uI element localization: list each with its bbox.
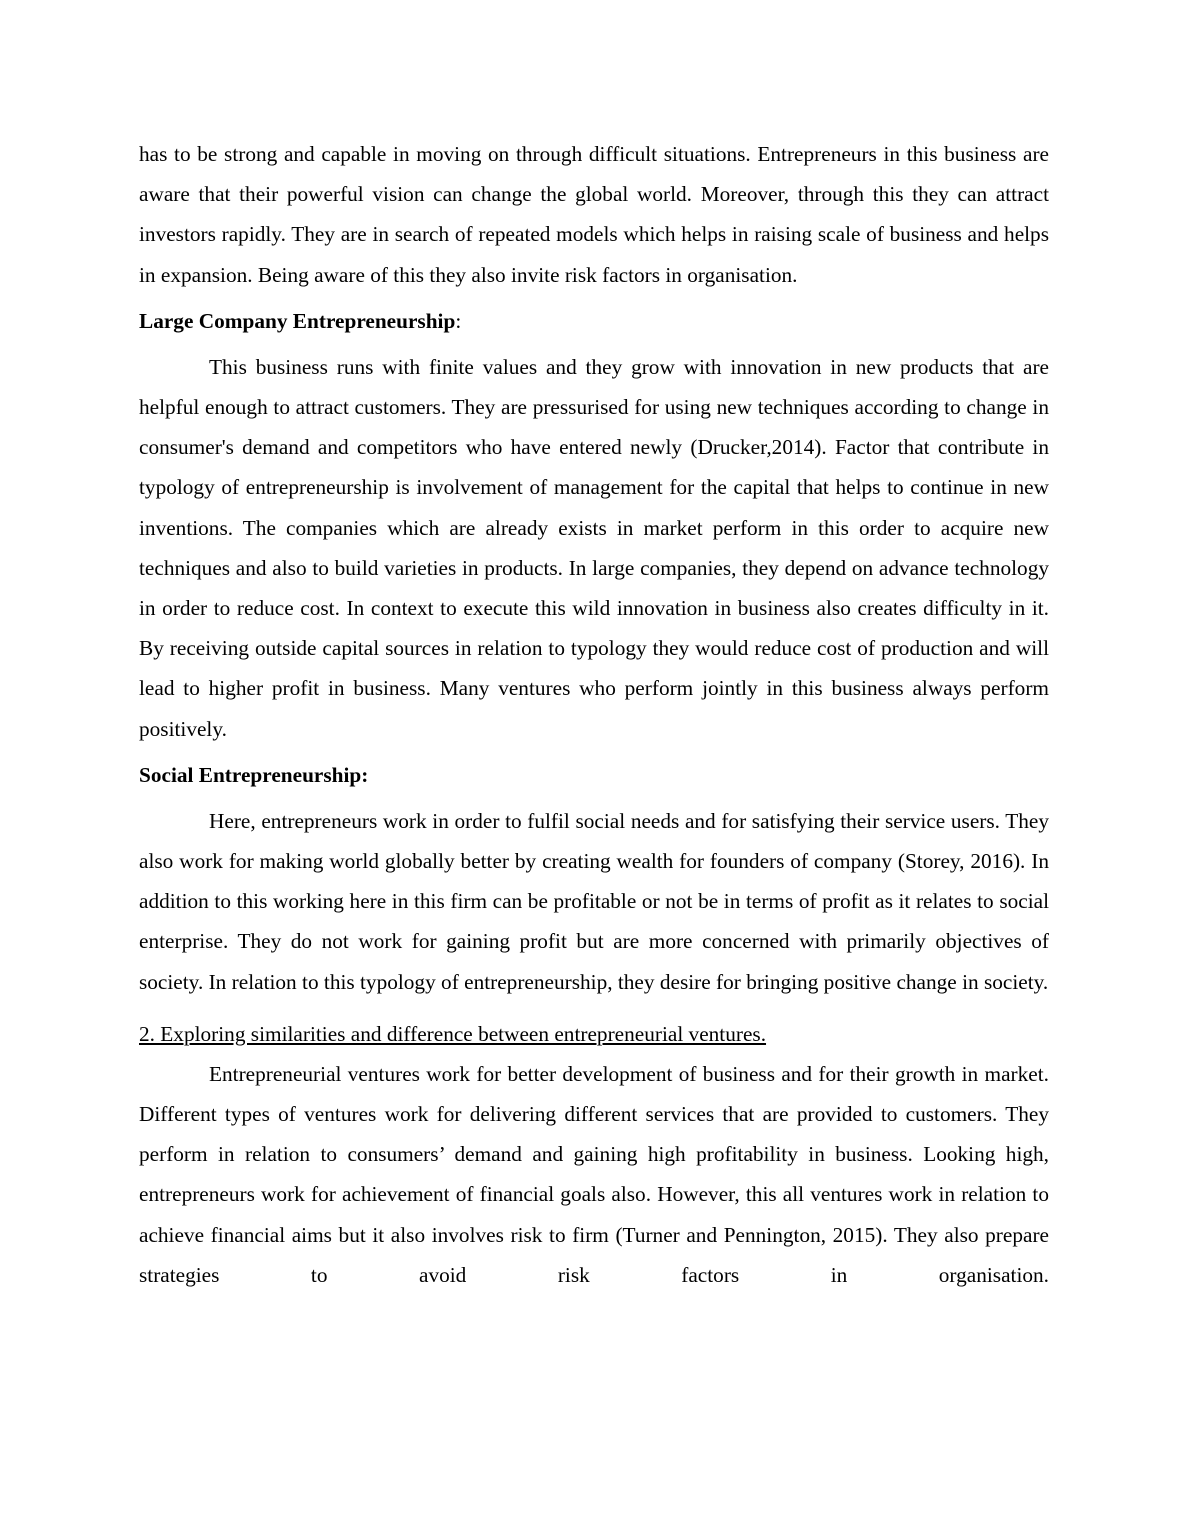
section-heading-large-company-colon: : xyxy=(455,308,462,333)
section-heading-exploring: 2. Exploring similarities and difference between entrepreneurial ventures. xyxy=(139,1021,767,1046)
paragraph-social: Here, entrepreneurs work in order to fulfil social needs and for satisfying their service users. They also work for making world globally better by creating wealth for founders of company (Storey, 2016). In addition to this working here in this firm can be profitable or not be in terms of profit as it relates to social enterprise. They do not work for gaining profit but are more concerned with primarily objectives of society. In relation to this typology of entrepreneurship, they desire for bringing positive change in society. xyxy=(139,808,1049,994)
section-heading-large-company-text: Large Company Entrepreneurship xyxy=(139,308,456,333)
section-heading-large-company xyxy=(139,307,1049,335)
paragraph-exploring: Entrepreneurial ventures work for better development of business and for their growth in market. Different types of ventures work for delivering different services that are provided to customers. They perform in relation to consumers’ demand and gaining high profitability in business. Looking high, entrepreneurs work for achievement of financial goals also. However, this all ventures work in relation to achieve financial aims but it also involves risk to firm (Turner and Pennington, 2015). They also prepare strategies to avoid risk factors in organisation. xyxy=(139,1061,1049,1287)
document-body xyxy=(139,134,1049,1295)
section-heading-social-text: Social Entrepreneurship: xyxy=(139,762,369,787)
section-heading-social xyxy=(139,761,1049,789)
paragraph-large-company: This business runs with finite values and they grow with innovation in new products that are helpful enough to attract customers. They are pressurised for using new techniques according to change in consumer's demand and competitors who have entered newly (Drucker,2014). Factor that contribute in typology of entrepreneurship is involvement of management for the capital that helps to continue in new inventions. The companies which are already exists in market perform in this order to acquire new techniques and also to build varieties in products. In large companies, they depend on advance technology in order to reduce cost. In context to execute this wild innovation in business also creates difficulty in it. By receiving outside capital sources in relation to typology they would reduce cost of production and will lead to higher profit in business. Many ventures who perform jointly in this business always perform positively. xyxy=(139,354,1049,741)
paragraph-continued: has to be strong and capable in moving on through difficult situations. Entrepreneurs in this business are aware that their powerful vision can change the global world. Moreover, through this they can attract investors rapidly. They are in search of repeated models which helps in raising scale of business and helps in expansion. Being aware of this they also invite risk factors in organisation. xyxy=(139,142,1049,287)
